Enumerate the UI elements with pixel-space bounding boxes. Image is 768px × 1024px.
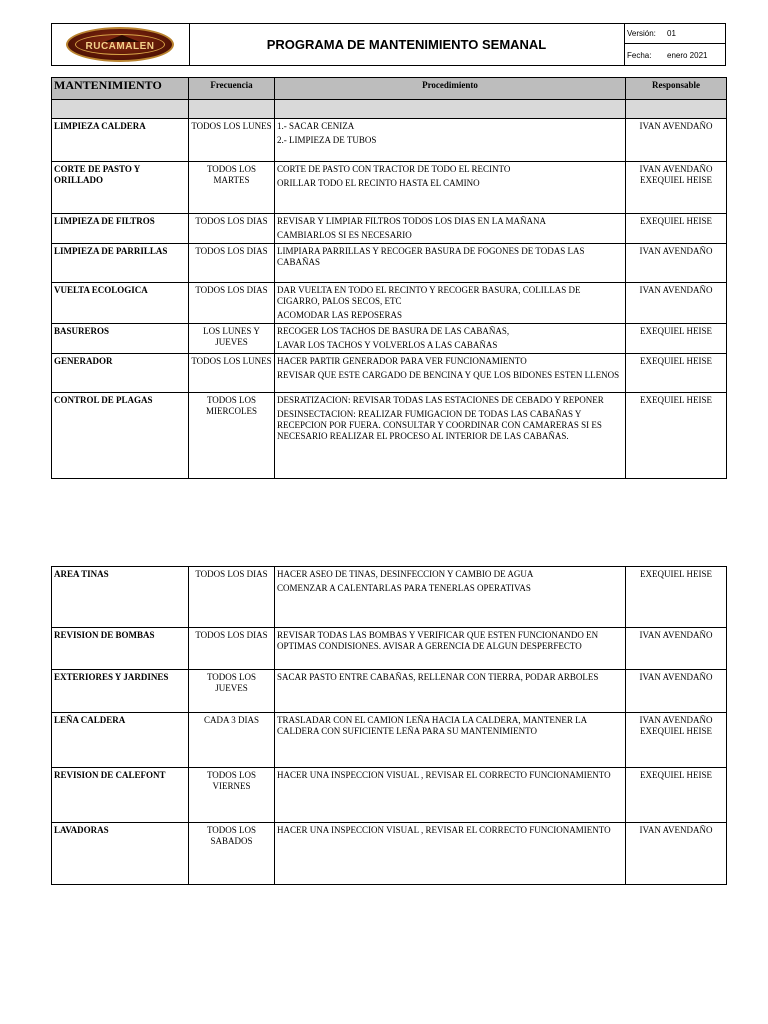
task-frequency: LOS LUNES Y JUEVES [189,324,275,354]
task-procedure [275,670,626,713]
task-responsible [626,354,727,393]
task-name: LIMPIEZA DE FILTROS [52,214,189,244]
task-procedure [275,823,626,885]
col-header-mantenimiento: MANTENIMIENTO [52,78,189,100]
procedure-line: 1.- SACAR CENIZA [277,121,355,131]
task-procedure [275,214,626,244]
procedure-line: 2.- LIMPIEZA DE TUBOS [277,135,377,145]
col-header-responsable: Responsable [626,78,727,100]
responsible-name: EXEQUIEL HEISE [640,356,712,366]
task-responsible [626,823,727,885]
task-frequency: TODOS LOS LUNES [189,354,275,393]
responsible-name: EXEQUIEL HEISE [640,726,712,736]
task-responsible [626,713,727,768]
procedure-line: SACAR PASTO ENTRE CABAÑAS, RELLENAR CON TIERRA, PODAR ARBOLES [277,672,599,682]
procedure-line: TRASLADAR CON EL CAMION LEÑA HACIA LA CALDERA, MANTENER LA CALDERA CON SUFICIENTE LEÑA PARA SU MANTENIMIENTO [277,715,587,736]
task-procedure [275,162,626,214]
task-procedure [275,567,626,628]
task-procedure [275,354,626,393]
task-frequency: TODOS LOS JUEVES [189,670,275,713]
table-row [52,713,727,768]
task-frequency: CADA 3 DIAS [189,713,275,768]
table-row [52,324,727,354]
date-row [625,45,726,65]
task-responsible [626,244,727,283]
task-responsible [626,214,727,244]
table-row [52,283,727,324]
maintenance-table-1 [51,77,727,479]
procedure-line: DESRATIZACION: REVISAR TODAS LAS ESTACIONES DE CEBADO Y REPONER [277,395,604,405]
task-procedure [275,628,626,670]
task-procedure [275,393,626,479]
task-responsible [626,393,727,479]
task-frequency: TODOS LOS VIERNES [189,768,275,823]
version-row [625,24,726,44]
task-name: AREA TINAS [52,567,189,628]
task-procedure [275,713,626,768]
task-name: LEÑA CALDERA [52,713,189,768]
procedure-line: COMENZAR A CALENTARLAS PARA TENERLAS OPERATIVAS [277,583,531,593]
task-procedure [275,768,626,823]
task-frequency: TODOS LOS DIAS [189,244,275,283]
responsible-name: EXEQUIEL HEISE [640,395,712,405]
responsible-name: IVAN AVENDAÑO [639,672,713,682]
task-procedure [275,244,626,283]
procedure-line: HACER ASEO DE TINAS, DESINFECCION Y CAMBIO DE AGUA [277,569,534,579]
table-row [52,670,727,713]
task-name: EXTERIORES Y JARDINES [52,670,189,713]
task-name: CONTROL DE PLAGAS [52,393,189,479]
task-frequency: TODOS LOS DIAS [189,567,275,628]
table-row [52,823,727,885]
procedure-line: CAMBIARLOS SI ES NECESARIO [277,230,412,240]
task-name: REVISION DE CALEFONT [52,768,189,823]
responsible-name: EXEQUIEL HEISE [640,770,712,780]
procedure-line: HACER UNA INSPECCION VISUAL , REVISAR EL CORRECTO FUNCIONAMIENTO [277,825,611,835]
version-label: Versión: [627,29,656,38]
table-row [52,162,727,214]
procedure-line: HACER UNA INSPECCION VISUAL , REVISAR EL CORRECTO FUNCIONAMIENTO [277,770,611,780]
task-responsible [626,567,727,628]
table-row [52,393,727,479]
task-frequency: TODOS LOS SABADOS [189,823,275,885]
task-frequency: TODOS LOS DIAS [189,283,275,324]
task-responsible [626,768,727,823]
task-frequency: TODOS LOS MARTES [189,162,275,214]
col-header-procedimiento: Procedimiento [275,78,626,100]
table-header-row [52,78,727,100]
responsible-name: IVAN AVENDAÑO [639,715,713,725]
procedure-line: RECOGER LOS TACHOS DE BASURA DE LAS CABAÑAS, [277,326,510,336]
task-responsible [626,162,727,214]
task-name: LAVADORAS [52,823,189,885]
task-responsible [626,670,727,713]
procedure-line: REVISAR QUE ESTE CARGADO DE BENCINA Y QUE LOS BIDONES ESTEN LLENOS [277,370,620,380]
table-row [52,244,727,283]
responsible-name: IVAN AVENDAÑO [639,246,713,256]
table-row [52,119,727,162]
task-frequency: TODOS LOS DIAS [189,214,275,244]
task-frequency: TODOS LOS LUNES [189,119,275,162]
procedure-line: REVISAR TODAS LAS BOMBAS Y VERIFICAR QUE ESTEN FUNCIONANDO EN OPTIMAS CONDISIONES. AVISAR A GERENCIA DE ALGUN DESPERFECTO [277,630,599,651]
procedure-line: DAR VUELTA EN TODO EL RECINTO Y RECOGER BASURA, COLILLAS DE CIGARRO, PALOS SECOS, ETC [277,285,581,306]
table-subheader-row [52,100,727,119]
task-name: VUELTA ECOLOGICA [52,283,189,324]
task-name: REVISION DE BOMBAS [52,628,189,670]
task-responsible [626,324,727,354]
version-value: 01 [667,29,676,38]
task-procedure [275,119,626,162]
date-value: enero 2021 [667,50,708,60]
task-frequency: TODOS LOS DIAS [189,628,275,670]
responsible-name: IVAN AVENDAÑO [639,121,713,131]
task-responsible [626,628,727,670]
task-procedure [275,283,626,324]
procedure-line: LIMPIARA PARRILLAS Y RECOGER BASURA DE FOGONES DE TODAS LAS CABAÑAS [277,246,585,267]
task-name: LIMPIEZA DE PARRILLAS [52,244,189,283]
logo-cell [52,24,190,65]
procedure-line: ORILLAR TODO EL RECINTO HASTA EL CAMINO [277,178,480,188]
task-name: CORTE DE PASTO Y ORILLADO [52,162,189,214]
procedure-line: DESINSECTACION: REALIZAR FUMIGACION DE TODAS LAS CABAÑAS Y RECEPCION POR FUERA. CONSULTAR Y COORDINAR CON CAMARERAS SI ES NECESARIO REALIZAR EL PROCESO AL INTERIOR DE LAS CABAÑAS. [277,409,602,441]
col-header-frecuencia: Frecuencia [189,78,275,100]
page-title: PROGRAMA DE MANTENIMIENTO SEMANAL [189,24,625,65]
date-label: Fecha: [627,50,652,60]
responsible-name: EXEQUIEL HEISE [640,175,712,185]
table-row [52,628,727,670]
responsible-name: IVAN AVENDAÑO [639,285,713,295]
task-procedure [275,324,626,354]
document-header [51,23,726,66]
task-frequency: TODOS LOS MIERCOLES [189,393,275,479]
procedure-line: ACOMODAR LAS REPOSERAS [277,310,403,320]
task-name: GENERADOR [52,354,189,393]
responsible-name: IVAN AVENDAÑO [639,630,713,640]
responsible-name: IVAN AVENDAÑO [639,825,713,835]
responsible-name: EXEQUIEL HEISE [640,216,712,226]
maintenance-table-2 [51,566,727,885]
task-responsible [626,119,727,162]
table-row [52,567,727,628]
table-row [52,214,727,244]
responsible-name: EXEQUIEL HEISE [640,326,712,336]
task-responsible [626,283,727,324]
procedure-line: HACER PARTIR GENERADOR PARA VER FUNCIONAMIENTO [277,356,527,366]
procedure-line: LAVAR LOS TACHOS Y VOLVERLOS A LAS CABAÑAS [277,340,498,350]
task-name: LIMPIEZA CALDERA [52,119,189,162]
rucamalen-logo [66,27,174,62]
table-row [52,768,727,823]
responsible-name: IVAN AVENDAÑO [639,164,713,174]
task-name: BASUREROS [52,324,189,354]
procedure-line: CORTE DE PASTO CON TRACTOR DE TODO EL RECINTO [277,164,511,174]
logo-brand-text: RUCAMALEN [85,40,155,52]
table-row [52,354,727,393]
procedure-line: REVISAR Y LIMPIAR FILTROS TODOS LOS DIAS EN LA MAÑANA [277,216,546,226]
responsible-name: EXEQUIEL HEISE [640,569,712,579]
